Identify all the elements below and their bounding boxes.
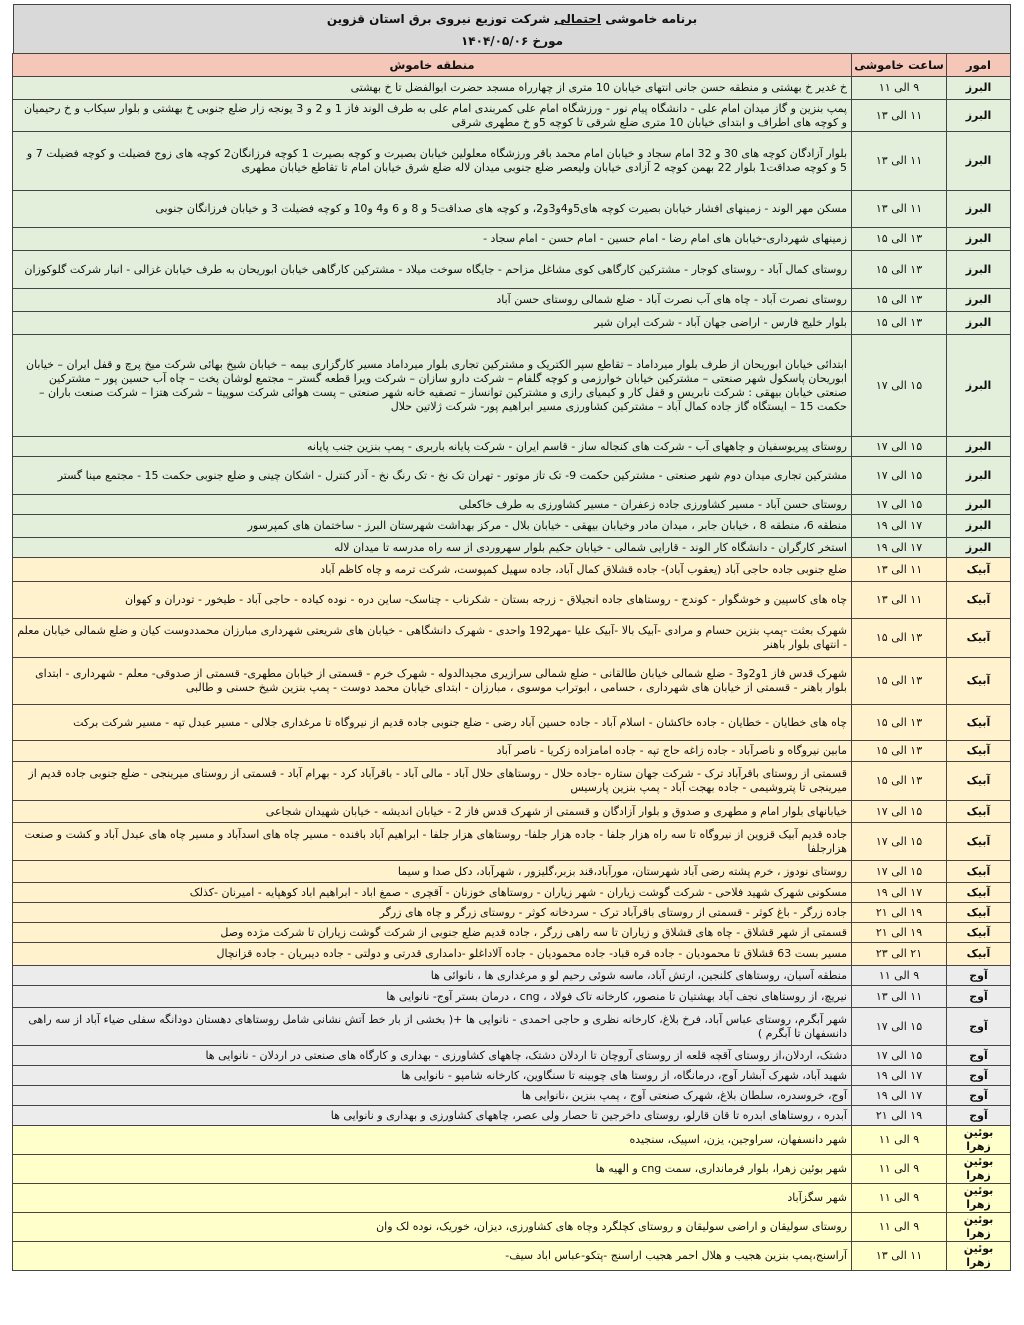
area-cell: مابین نیروگاه و ناصرآباد - جاده زاغه حاج تپه - جاده امامزاده زکریا - ناصر آباد <box>13 741 852 762</box>
table-row <box>13 77 1011 100</box>
time-cell: ۱۳ الی ۱۵ <box>852 705 947 741</box>
area-cell: منطقه 6، منطقه 8 ، خیابان جابر ، میدان مادر وخیابان بیهقی - خیابان بلال - مرکز بهداشت شهرستان البرز - ساختمان های کمپرسور <box>13 515 852 538</box>
area-cell: شهرک بعثت -پمپ بنزین حسام و مرادی -آبیک بالا -آبیک علیا -مهر192 واحدی - شهرک دانشگاهی - خیابان های شریعتی شهرداری مبارزان محمددوست کیان و ضلع شمالی خیابان معلم - انتهای بلوار باهنر <box>13 619 852 658</box>
table-row <box>13 335 1011 437</box>
area-cell: ضلع جنوبی جاده حاجی آباد (یعقوب آباد)- جاده قشلاق کمال آباد، جاده سهیل کمپوست، شرکت ترمه و چاه کاظم آباد <box>13 558 852 582</box>
outage-table <box>12 53 1011 1271</box>
area-cell: جاده قدیم آبیک قزوین از نیروگاه تا سه راه هزار جلفا - جاده هزار جلفا- روستاهای هزار جلفا - ابراهیم آباد بافنده - مسیر چاه های اسدآباد و مسیر چاه های عبدل آباد و کشت و صنعت هزارجلفا <box>13 823 852 861</box>
table-row <box>13 582 1011 619</box>
omor-cell: آبیک <box>947 658 1011 705</box>
area-cell: شهر آبگرم، روستای عباس آباد، فرخ بلاغ، کارخانه نظری و حاجی احمدی - نانوایی ها +( بخشی از بار خط آتش نشانی شامل روستاهای دهستان دودانگه سفلی ضیاء آباد از سه راهی دانسفهان تا آبگرم ) <box>13 1008 852 1046</box>
time-cell: ۱۹ الی ۲۱ <box>852 1106 947 1126</box>
area-cell: پمپ بنزین و گاز میدان امام علی - دانشگاه پیام نور - ورزشگاه امام علی کمربندی امام علی به طرف الوند فاز 1 و 2 و 3 یونجه زار ضلع جنوبی خ بهشتی و بلوار سیکاب و خ رحیمیان و کوچه های اطراف و ابتدای خیابان 10 متری ضلع شرقی تا کوچه 5و خ مطهری شرقی <box>13 100 852 132</box>
area-cell: مسکن مهر الوند - زمینهای افشار خیابان بصیرت کوچه های5و4و3و2، و کوچه های صداقت5 و 8 و 6 و4 و10 و کوچه فضیلت 3 و خیابان فرزانگان جنوبی <box>13 191 852 228</box>
omor-cell: البرز <box>947 100 1011 132</box>
table-row <box>13 861 1011 883</box>
schedule-sheet <box>13 4 1011 1271</box>
area-cell: خ غدیر خ بهشتی و منطقه حسن جانی انتهای خیابان 10 متری از چهارراه مسجد حضرت ابوالفضل تا خ بهشتی <box>13 77 852 100</box>
table-row <box>13 1213 1011 1242</box>
area-cell: شهید آباد، شهرک آبشار آوج، درمانگاه، از روستا های چوبینه تا سنگاوین، کارخانه شامپو - نانوایی ها <box>13 1066 852 1086</box>
area-cell: استخر کارگران - دانشگاه کار الوند - قارایی شمالی - خیابان حکیم بلوار سهروردی از سه راه مدرسه تا میدان لاله <box>13 538 852 558</box>
time-cell: ۱۵ الی ۱۷ <box>852 801 947 823</box>
table-row <box>13 943 1011 966</box>
time-cell: ۱۳ الی ۱۵ <box>852 228 947 251</box>
table-row <box>13 289 1011 312</box>
time-cell: ۹ الی ۱۱ <box>852 1184 947 1213</box>
time-cell: ۱۵ الی ۱۷ <box>852 1046 947 1066</box>
table-row <box>13 1242 1011 1271</box>
time-cell: ۹ الی ۱۱ <box>852 77 947 100</box>
table-row <box>13 1066 1011 1086</box>
area-cell: روستای نصرت آباد - چاه های آب نصرت آباد - ضلع شمالی روستای حسن آباد <box>13 289 852 312</box>
date-value: ۱۴۰۴/۰۵/۰۶ <box>460 34 529 48</box>
time-cell: ۱۷ الی ۱۹ <box>852 883 947 903</box>
area-cell: آراسنج،پمپ بنزین هجیب و هلال احمر هجیب اراسنج -پتکو-عباس اباد سیف- <box>13 1242 852 1271</box>
table-row <box>13 312 1011 335</box>
time-cell: ۱۵ الی ۱۷ <box>852 335 947 437</box>
omor-cell: البرز <box>947 515 1011 538</box>
omor-cell: آبیک <box>947 861 1011 883</box>
omor-cell: آوج <box>947 1066 1011 1086</box>
omor-cell: بوئین زهرا <box>947 1184 1011 1213</box>
area-cell: خیابانهای بلوار امام و مطهری و صدوق و بلوار آزادگان و قسمتی از شهرک قدس فاز 2 - خیابان اندیشه - خیابان شهیدان شجاعی <box>13 801 852 823</box>
time-cell: ۱۷ الی ۱۹ <box>852 1086 947 1106</box>
omor-cell: بوئین زهرا <box>947 1155 1011 1184</box>
time-cell: ۱۳ الی ۱۵ <box>852 289 947 312</box>
table-row <box>13 1086 1011 1106</box>
table-body <box>13 77 1011 1271</box>
area-cell: آوج، خروسدره، سلطان بلاغ، شهرک صنعتی آوج ، پمپ بنزین ،نانوایی ها <box>13 1086 852 1106</box>
time-cell: ۱۱ الی ۱۳ <box>852 100 947 132</box>
area-cell: شهر بوئین زهرا، بلوار فرمانداری، سمت cng و الهیه ها <box>13 1155 852 1184</box>
time-cell: ۱۱ الی ۱۳ <box>852 582 947 619</box>
area-cell: شهرک قدس فاز 1و2و3 - ضلع شمالی خیابان طالقانی - ضلع شمالی سرازیری مجیدالدوله - شهرک خرم - قسمتی از خیابان مطهری- قسمتی از صدوقی- معلم - شهرداری - ابتدای بلوار باهنر - قسمتی از خیابان های شهرداری ، حسامی ، ابوتراب موسوی ، مبارزان - ابتدای خیابان محمد دوست - پمپ بنزین شیخ حسنی و طالبی <box>13 658 852 705</box>
table-row <box>13 705 1011 741</box>
time-cell: ۱۳ الی ۱۵ <box>852 741 947 762</box>
omor-cell: البرز <box>947 312 1011 335</box>
title-suffix: شرکت توزیع نیروی برق استان قزوین <box>326 12 550 26</box>
omor-cell: آوج <box>947 1106 1011 1126</box>
date-label: مورخ <box>532 34 564 48</box>
table-row <box>13 251 1011 289</box>
area-cell: چاه های خطایان - خطایان - جاده خاکشان - اسلام آباد - جاده حسین آباد رضی - ضلع جنوبی جاده قدیم از نیروگاه تا مرغداری جلالی - مسیر عبدل تپه - مسیر شرکت برکت <box>13 705 852 741</box>
time-cell: ۱۵ الی ۱۷ <box>852 823 947 861</box>
area-cell: روستای سولیقان و اراضی سولیقان و روستای کچلگرد وچاه های کشاورزی، دیزان، خوریک، نوده لک وان <box>13 1213 852 1242</box>
area-cell: جاده زرگر - باغ کوثر - قسمتی از روستای باقرآباد ترک - سردخانه کوثر - روستای زرگر و چاه های زرگر <box>13 903 852 923</box>
area-cell: زمینهای شهرداری-خیابان های امام رضا - امام حسین - امام حسن - امام سجاد - <box>13 228 852 251</box>
area-cell: قسمتی از شهر قشلاق - چاه های قشلاق و زیاران تا سه راهی زرگر ، جاده قدیم ضلع جنوبی از شرکت گوشت زیاران تا شرکت مژده وصل <box>13 923 852 943</box>
area-cell: نیریچ، از روستاهای نجف آباد بهشتیان تا منصور، کارخانه تاک فولاد ، cng ، درمان بستر آوج- نانوایی ها <box>13 986 852 1008</box>
table-row <box>13 132 1011 191</box>
date-line <box>14 30 1010 52</box>
table-row <box>13 903 1011 923</box>
table-row <box>13 191 1011 228</box>
table-row <box>13 437 1011 457</box>
time-cell: ۱۳ الی ۱۵ <box>852 312 947 335</box>
omor-cell: البرز <box>947 495 1011 515</box>
omor-cell: آبیک <box>947 558 1011 582</box>
table-row <box>13 1046 1011 1066</box>
omor-cell: بوئین زهرا <box>947 1242 1011 1271</box>
omor-cell: بوئین زهرا <box>947 1126 1011 1155</box>
area-cell: شهر سگزآباد <box>13 1184 852 1213</box>
table-row <box>13 495 1011 515</box>
table-header-row <box>13 54 1011 77</box>
area-cell: روستای پیریوسفیان و چاههای آب - شرکت های کنجاله ساز - قاسم ایران - شرکت پایانه باربری - پمپ بنزین جنب پایانه <box>13 437 852 457</box>
area-cell: شهر دانسفهان، سراوجین، یزن، اسپیک، سنجیده <box>13 1126 852 1155</box>
time-cell: ۱۳ الی ۱۵ <box>852 619 947 658</box>
table-row <box>13 515 1011 538</box>
area-cell: مسکونی شهرک شهید فلاحی - شرکت گوشت زیاران - شهر زیاران - روستاهای خوزنان - آقچری - صمغ اباد - ابراهیم اباد کوهپایه - امیرنان -کذلک <box>13 883 852 903</box>
table-row <box>13 966 1011 986</box>
time-cell: ۱۷ الی ۱۹ <box>852 515 947 538</box>
title-prefix: برنامه خاموشی <box>605 12 698 26</box>
title-box <box>13 4 1011 53</box>
omor-cell: آبیک <box>947 762 1011 801</box>
time-cell: ۲۱ الی ۲۳ <box>852 943 947 966</box>
time-cell: ۹ الی ۱۱ <box>852 1155 947 1184</box>
area-cell: دشتک، اردلان،از روستای آقچه قلعه از روستای آروچان تا اردلان دشتک، چاههای کشاورزی - بهداری و کارگاه های صنعتی در اردلان - نانوایی ها <box>13 1046 852 1066</box>
omor-cell: البرز <box>947 457 1011 495</box>
table-row <box>13 1106 1011 1126</box>
header-area: منطقه خاموش <box>13 54 852 77</box>
table-row <box>13 457 1011 495</box>
omor-cell: البرز <box>947 77 1011 100</box>
omor-cell: آبیک <box>947 823 1011 861</box>
area-cell: منطقه آسیان، روستاهای کلنجین، ارتش آباد، ماسه شوئی رحیم لو و مرغداری ها ، نانوائی ها <box>13 966 852 986</box>
table-row <box>13 100 1011 132</box>
area-cell: آبدره ، روستاهای ابدره تا قان قارلو، روستای داخرجین تا حصار ولی عصر، چاههای کشاورزی و بهداری و نانوایی ها <box>13 1106 852 1126</box>
area-cell: مسیر بست 63 قشلاق تا محمودیان - جاده قره قباد- جاده محمودیان - جاده آلاداغلو -دامداری قدرتی و دولتی - جاده دیبریان - جاده قزانچال <box>13 943 852 966</box>
time-cell: ۱۵ الی ۱۷ <box>852 1008 947 1046</box>
omor-cell: آبیک <box>947 619 1011 658</box>
page-title <box>14 5 1010 30</box>
omor-cell: آبیک <box>947 923 1011 943</box>
time-cell: ۱۳ الی ۱۵ <box>852 251 947 289</box>
time-cell: ۱۵ الی ۱۷ <box>852 437 947 457</box>
omor-cell: البرز <box>947 538 1011 558</box>
omor-cell: آوج <box>947 1046 1011 1066</box>
table-row <box>13 986 1011 1008</box>
omor-cell: آوج <box>947 986 1011 1008</box>
time-cell: ۱۵ الی ۱۷ <box>852 457 947 495</box>
area-cell: روستای کمال آباد - روستای کوجار - مشترکین کارگاهی کوی مشاغل مزاحم - جایگاه سوخت میلاد - مشترکین کارگاهی خیابان ابوریحان به طرف خیابان غزالی - انبار شرکت گلوکوزان <box>13 251 852 289</box>
table-row <box>13 801 1011 823</box>
time-cell: ۱۳ الی ۱۵ <box>852 762 947 801</box>
omor-cell: البرز <box>947 228 1011 251</box>
omor-cell: البرز <box>947 289 1011 312</box>
omor-cell: البرز <box>947 335 1011 437</box>
table-row <box>13 823 1011 861</box>
omor-cell: آبیک <box>947 582 1011 619</box>
omor-cell: بوئین زهرا <box>947 1213 1011 1242</box>
table-row <box>13 1184 1011 1213</box>
table-row <box>13 741 1011 762</box>
area-cell: قسمتی از روستای باقرآباد ترک - شرکت جهان ستاره -جاده حلال - روستاهای حلال آباد - مالی آباد - باقرآباد کرد - بهرام آباد - قسمتی از روستای میرینجی - ضلع جنوبی جاده قدیم از میرینجی تا پتروشیمی - جاده بهجت آباد - پمپ بنزین پارسیس <box>13 762 852 801</box>
table-row <box>13 619 1011 658</box>
area-cell: روستای حسن آباد - مسیر کشاورزی جاده زعفران - مسیر کشاورزی به طرف خاکعلی <box>13 495 852 515</box>
time-cell: ۱۱ الی ۱۳ <box>852 191 947 228</box>
time-cell: ۱۵ الی ۱۷ <box>852 495 947 515</box>
table-row <box>13 923 1011 943</box>
table-row <box>13 883 1011 903</box>
time-cell: ۱۱ الی ۱۳ <box>852 1242 947 1271</box>
time-cell: ۱۱ الی ۱۳ <box>852 558 947 582</box>
omor-cell: آوج <box>947 1008 1011 1046</box>
table-row <box>13 538 1011 558</box>
omor-cell: آبیک <box>947 741 1011 762</box>
area-cell: ابتدائی خیابان ابوریحان از طرف بلوار میرداماد – تقاطع سپر الکتریک و مشترکین تجاری بلوار میرداماد مسیر کارگزاری بیمه – خیابان شیخ بهائی شرکت میخ پرچ و قفل ایران – خیابان ابوریحان پاسکول شهر صنعتی – مشترکین خیابان خوارزمی و کوچه گلفام – شرکت دارو سازان – شرکت ویرا قطعه گستر – مجتمع لوشان پخت – چاه آب حسین پور – مشترکین صنعتی خیابان بیهقی : شرکت نابریس و قفل کار و کیمیای رازی و مشترکین توانساز – تصفیه خانه شهر صنعتی – پست هوائی شرکت سوپیتا – شرکت هتزا – شرکت صنعت باران – حکمت 15 – ایستگاه گاز جاده کمال آباد – مشترکین کشاورزی مسیر ابراهیم پور- شرکت ژلاتین حلال <box>13 335 852 437</box>
header-time: ساعت خاموشی <box>852 54 947 77</box>
omor-cell: آوج <box>947 1086 1011 1106</box>
table-row <box>13 1126 1011 1155</box>
omor-cell: آبیک <box>947 883 1011 903</box>
title-emphasis: احتمالی <box>554 12 602 26</box>
time-cell: ۹ الی ۱۱ <box>852 966 947 986</box>
time-cell: ۹ الی ۱۱ <box>852 1126 947 1155</box>
time-cell: ۱۷ الی ۱۹ <box>852 1066 947 1086</box>
omor-cell: آبیک <box>947 903 1011 923</box>
table-row <box>13 558 1011 582</box>
area-cell: بلوار آزادگان کوچه های 30 و 32 امام سجاد و خیابان امام محمد باقر ورزشگاه معلولین خیابان بصیرت و کوچه بصیرت 1 کوچه فرزانگان2 کوچه های زوج فضیلت و کوچه فضیلت 7 و 5 و کوچه صداقت1 بلوار 22 بهمن کوچه 2 آزادی خیابان ولیعصر ضلع جنوبی میدان لاله ضلع شرق خیابان امام تا تقاطع خیابان مطهری <box>13 132 852 191</box>
omor-cell: آبیک <box>947 943 1011 966</box>
time-cell: ۱۹ الی ۲۱ <box>852 903 947 923</box>
omor-cell: آبیک <box>947 801 1011 823</box>
table-row <box>13 1008 1011 1046</box>
table-row <box>13 228 1011 251</box>
time-cell: ۱۷ الی ۱۹ <box>852 538 947 558</box>
omor-cell: البرز <box>947 251 1011 289</box>
header-omor: امور <box>947 54 1011 77</box>
area-cell: چاه های کاسپین و خوشگوار - کوندج - روستاهای جاده انجیلاق - زرجه بستان - شکرناب - چناسک- ساین دره - نوده کیاده - حاجی آباد - طیخور - تودران و کهوان <box>13 582 852 619</box>
area-cell: بلوار خلیج فارس - اراضی جهان آباد - شرکت ایران شیر <box>13 312 852 335</box>
omor-cell: البرز <box>947 437 1011 457</box>
table-row <box>13 1155 1011 1184</box>
omor-cell: آوج <box>947 966 1011 986</box>
time-cell: ۹ الی ۱۱ <box>852 1213 947 1242</box>
time-cell: ۱۱ الی ۱۳ <box>852 132 947 191</box>
time-cell: ۱۵ الی ۱۷ <box>852 861 947 883</box>
omor-cell: آبیک <box>947 705 1011 741</box>
omor-cell: البرز <box>947 191 1011 228</box>
table-row <box>13 658 1011 705</box>
omor-cell: البرز <box>947 132 1011 191</box>
time-cell: ۱۱ الی ۱۳ <box>852 986 947 1008</box>
area-cell: روستای نودوز ، خرم پشته رضی آباد شهرستان، مورآباد،قند بزبر،گلیزور ، شهرآباد، دکل صدا و سیما <box>13 861 852 883</box>
area-cell: مشترکین تجاری میدان دوم شهر صنعتی - مشترکین حکمت 9- تک تاز موتور - تهران تک نخ - تک رنگ نخ - آذر کنترل - اشکان چینی و ضلع جنوبی حکمت 15 - مجتمع مینا گستر <box>13 457 852 495</box>
time-cell: ۱۹ الی ۲۱ <box>852 923 947 943</box>
table-row <box>13 762 1011 801</box>
time-cell: ۱۳ الی ۱۵ <box>852 658 947 705</box>
